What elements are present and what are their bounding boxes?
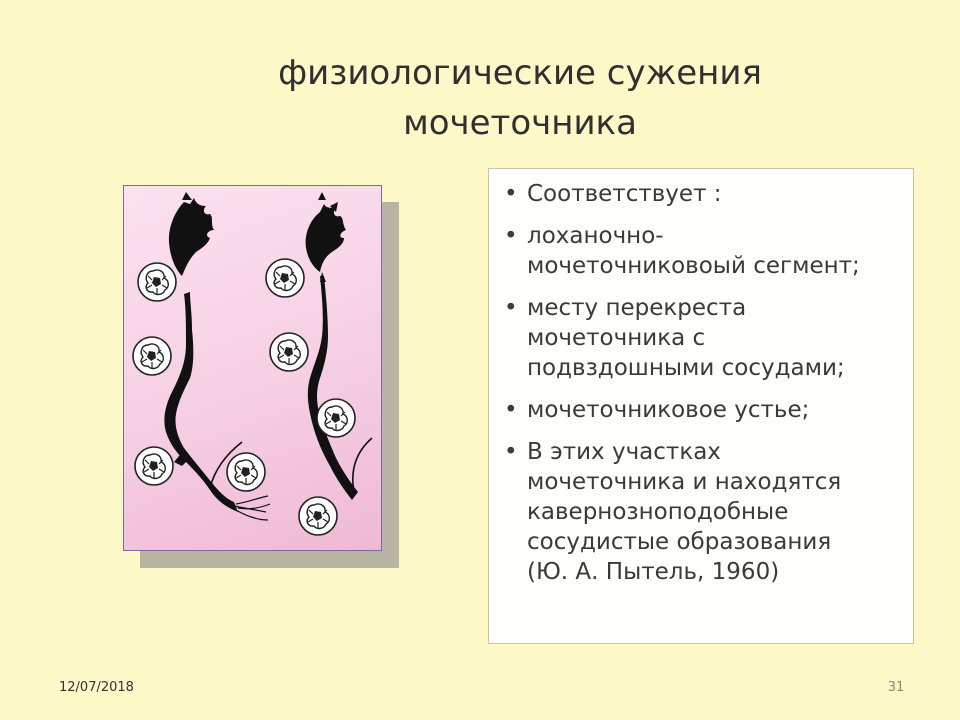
ureter-diagram — [124, 186, 383, 552]
ureter-illustration — [123, 185, 382, 551]
title-line-2: мочеточника — [403, 103, 637, 143]
bullet-item — [489, 437, 903, 587]
right-renal-pelvis — [306, 192, 346, 272]
bullet-marker: • — [504, 439, 518, 465]
bullet-text: мочеточниковоый сегмент; — [527, 253, 860, 279]
slide-title — [140, 48, 900, 148]
bullet-text: Соответствует : — [527, 181, 722, 207]
left-ureter — [164, 292, 238, 512]
bullet-text: сосудистые образования — [527, 529, 832, 555]
bullet-marker: • — [504, 397, 518, 423]
bullet-text: мочеточниковое устье; — [527, 397, 810, 423]
bullet-item — [489, 179, 903, 209]
bullet-text: подвздошными сосудами; — [527, 355, 845, 381]
bullet-text: В этих участках — [527, 439, 721, 465]
page-number: 31 — [887, 680, 905, 695]
bullet-text: мочеточника с — [527, 325, 706, 351]
bullet-item — [489, 221, 903, 281]
bullet-list — [489, 169, 913, 587]
bullet-text: (Ю. А. Пытель, 1960) — [527, 559, 780, 585]
right-ureter — [308, 276, 358, 500]
bullet-text: лоханочно- — [527, 223, 664, 249]
footer-date: 12/07/2018 — [59, 680, 134, 695]
bullet-marker: • — [504, 181, 518, 207]
bullet-marker: • — [504, 295, 518, 321]
bullet-item — [489, 395, 903, 425]
content-textbox — [488, 168, 914, 644]
bullet-item — [489, 293, 903, 383]
left-renal-pelvis — [169, 192, 214, 276]
bullet-text: месту перекреста — [527, 295, 747, 321]
bullet-text: мочеточника и находятся — [527, 469, 842, 495]
bullet-text: кавернозноподобные — [527, 499, 789, 525]
title-line-1: физиологические сужения — [278, 53, 762, 93]
bullet-marker: • — [504, 223, 518, 249]
